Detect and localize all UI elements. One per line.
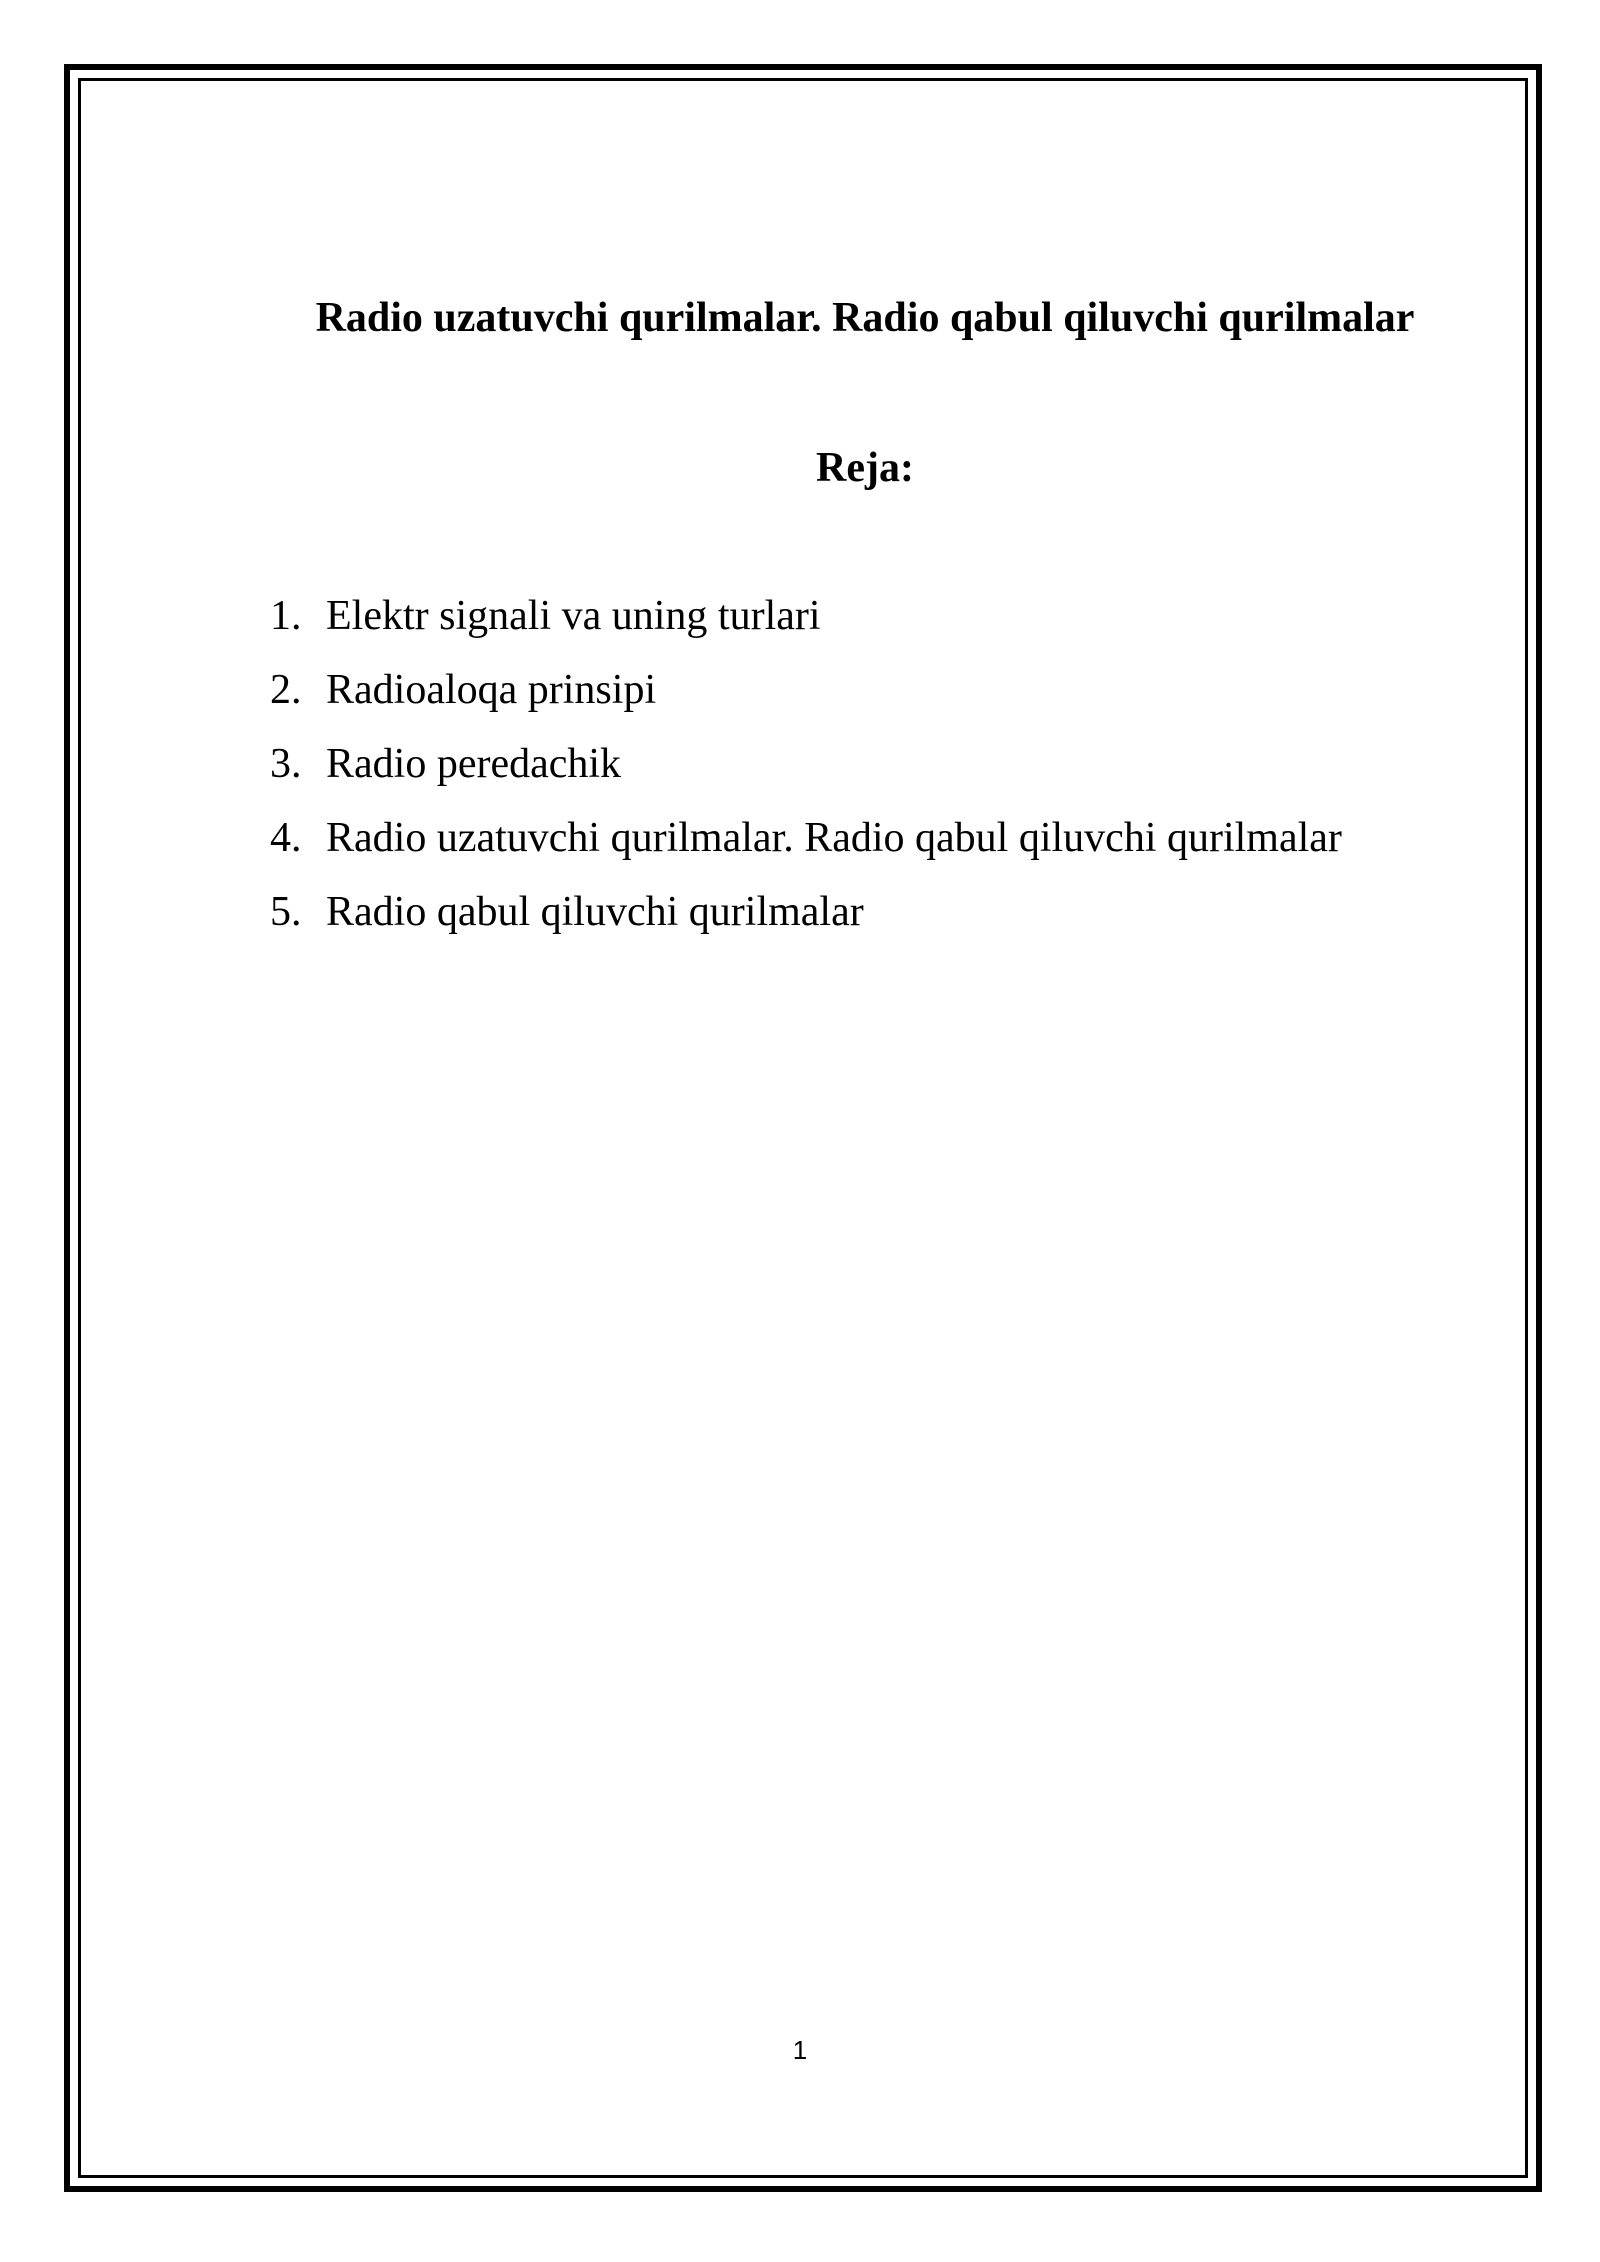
plan-item-number: 2. [270,667,302,713]
document-title: Radio uzatuvchi qurilmalar. Radio qabul qiluvchi qurilmalar [315,295,1415,341]
plan-item [270,590,1342,664]
plan-list [270,590,1342,960]
plan-item [270,812,1342,886]
plan-item-number: 4. [270,815,302,861]
plan-item [270,886,1342,960]
plan-item-text: Elektr signali va uning turlari [326,593,821,639]
plan-item-number: 1. [270,593,302,639]
page-number: 1 [792,2035,808,2065]
plan-item-text: Radio uzatuvchi qurilmalar. Radio qabul qiluvchi qurilmalar [326,815,1342,861]
plan-item-text: Radio qabul qiluvchi qurilmalar [326,889,864,935]
plan-item [270,738,1342,812]
plan-item-text: Radioaloqa prinsipi [326,667,657,713]
plan-item-number: 3. [270,741,302,787]
plan-item [270,664,1342,738]
plan-item-text: Radio peredachik [326,741,622,787]
plan-heading: Reja: [816,445,914,491]
plan-item-number: 5. [270,889,302,935]
page-border-inner [78,78,1528,2178]
